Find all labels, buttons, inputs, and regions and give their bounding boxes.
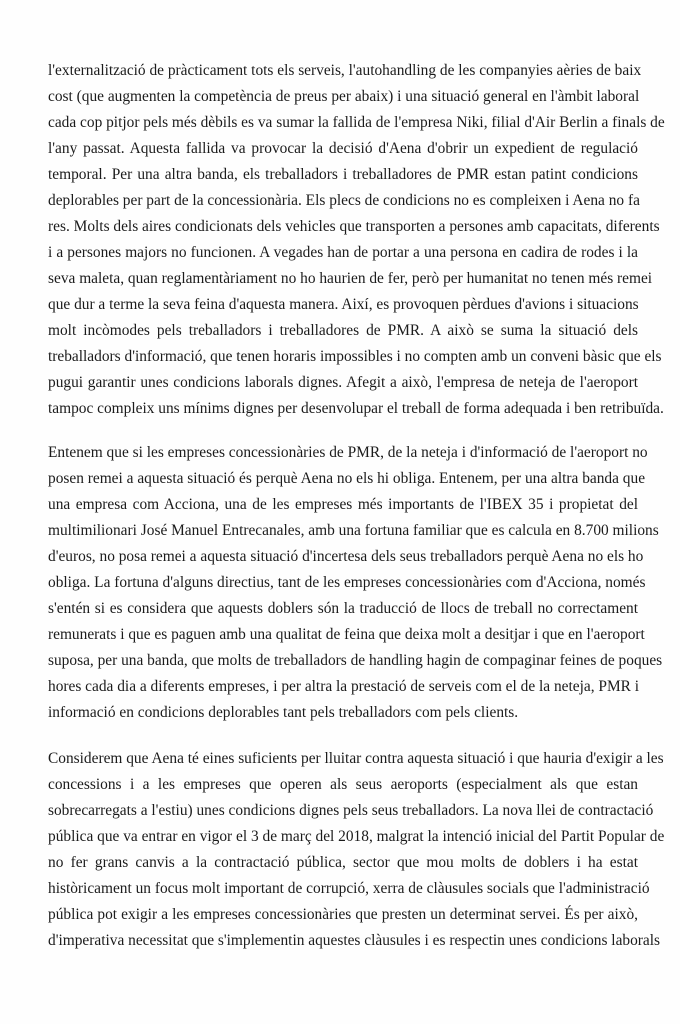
text-line: una empresa com Acciona, una de les empreses més importants de l'IBEX 35 i propietat del	[48, 496, 638, 513]
text-line: l'any passat. Aquesta fallida va provocar la decisió d'Aena d'obrir un expedient de regulació	[48, 140, 638, 157]
text-line: que dur a terme la seva feina d'aquesta manera. Així, es provoquen pèrdues d'avions i situacions	[48, 296, 639, 313]
text-line: posen remei a aquesta situació és perquè Aena no els hi obliga. Entenem, per una altra banda que	[48, 470, 646, 487]
text-line: remunerats i que es paguen amb una qualitat de feina que deixa molt a desitjar i que en l'aeroport	[48, 626, 645, 643]
paragraph-1	[48, 58, 665, 422]
text-line: no fer grans canvis a la contractació pública, sector que mou molts de doblers i ha estat	[48, 854, 638, 871]
text-line: res. Molts dels aires condicionats dels vehicles que transporten a persones amb capacitats, diferents	[48, 218, 660, 235]
text-line: i a persones majors no funcionen. A vegades han de portar a una persona en cadira de rodes i la	[48, 244, 638, 261]
text-line: pugui garantir unes condicions laborals dignes. Afegit a això, l'empresa de neteja de l'aeroport	[48, 374, 638, 391]
text-line: suposa, per una banda, que molts de treballadors de handling hagin de compaginar feines de poques	[48, 652, 663, 669]
text-line: multimilionari José Manuel Entrecanales, amb una fortuna familiar que es calcula en 8.700 milions	[48, 522, 659, 539]
text-line: s'entén si es considera que aquests doblers són la traducció de llocs de treball no correctament	[48, 600, 638, 617]
paragraph-2	[48, 440, 663, 726]
text-line: d'imperativa necessitat que s'implementin aquestes clàusules i es respectin unes condicions laborals	[48, 932, 661, 949]
text-line: cada cop pitjor pels més dèbils es va sumar la fallida de l'empresa Niki, filial d'Air Berlin a finals de	[48, 114, 665, 131]
text-line: tampoc compleix uns mínims dignes per desenvolupar el treball de forma adequada i ben retribuïda.	[48, 400, 664, 417]
text-line: deplorables per part de la concessionària. Els plecs de condicions no es compleixen i Aena no fa	[48, 192, 640, 209]
text-line: històricament un focus molt important de corrupció, xerra de clàusules socials que l'administració	[48, 880, 650, 897]
text-line: cost (que augmenten la competència de preus per abaix) i una situació general en l'àmbit laboral	[48, 88, 640, 105]
text-line: informació en condicions deplorables tant pels treballadors com pels clients.	[48, 704, 519, 721]
text-line: Entenem que si les empreses concessionàries de PMR, de la neteja i d'informació de l'aeroport no	[48, 444, 648, 461]
text-line: d'euros, no posa remei a aquesta situació d'incertesa dels seus treballadors perquè Aena no els ho	[48, 548, 644, 565]
text-line: treballadors d'informació, que tenen horaris impossibles i no compten amb un conveni bàsic que els	[48, 348, 662, 365]
text-line: Considerem que Aena té eines suficients per lluitar contra aquesta situació i que hauria d'exigir a les	[48, 750, 664, 767]
text-line: obliga. La fortuna d'alguns directius, tant de les empreses concessionàries com d'Acciona, només	[48, 574, 646, 591]
text-line: seva maleta, quan reglamentàriament no ho haurien de fer, però per humanitat no tenen més remei	[48, 270, 653, 287]
text-line: hores cada dia a diferents empreses, i per altra la prestació de serveis com el de la neteja, PMR i	[48, 678, 640, 695]
text-line: pública pot exigir a les empreses concessionàries que presten un determinat servei. És per això,	[48, 906, 638, 923]
text-line: sobrecarregats a l'estiu) unes condicions dignes pels seus treballadors. La nova llei de contractació	[48, 802, 654, 819]
text-line: concessions i a les empreses que operen als seus aeroports (especialment als que estan	[48, 776, 638, 793]
text-line: pública que va entrar en vigor el 3 de març del 2018, malgrat la intenció inicial del Partit Popular de	[48, 828, 665, 845]
text-line: l'externalització de pràcticament tots els serveis, l'autohandling de les companyies aèries de baix	[48, 62, 642, 79]
text-line: temporal. Per una altra banda, els treballadors i treballadores de PMR estan patint condicions	[48, 166, 638, 183]
text-line: molt incòmodes pels treballadors i treballadores de PMR. A això se suma la situació dels	[48, 322, 638, 339]
paragraph-3	[48, 746, 665, 954]
